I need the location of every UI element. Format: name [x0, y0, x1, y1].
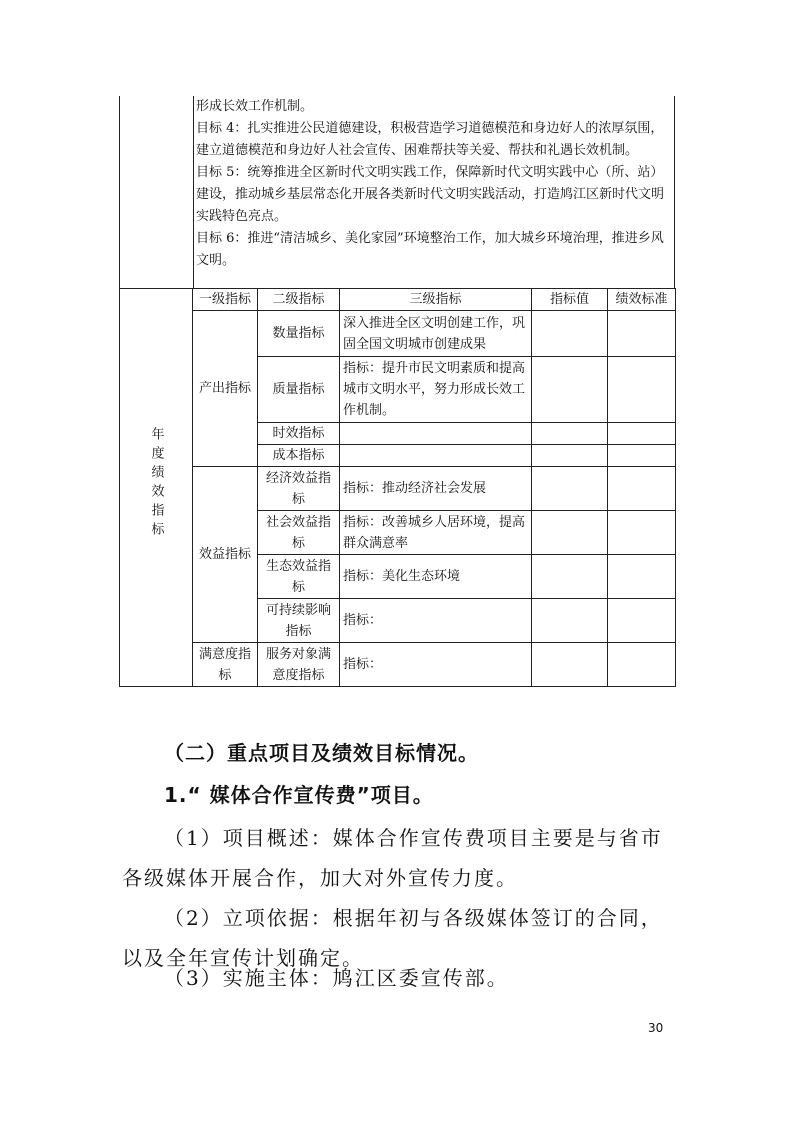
cost-indicator-label: 成本指标: [258, 445, 340, 467]
ecological-benefit-text: 指标：美化生态环境: [340, 555, 532, 599]
standard-cell: [608, 643, 676, 687]
value-cell: [532, 643, 608, 687]
table-row: [120, 643, 676, 687]
header-level2: 二级指标: [258, 289, 340, 311]
value-cell: [532, 467, 608, 511]
value-cell: [532, 311, 608, 357]
side-label-cell: [120, 289, 193, 687]
satisfaction-indicator-label: 满意度指标: [193, 643, 258, 687]
economic-benefit-text: 指标：推动经济社会发展: [340, 467, 532, 511]
sustainable-impact-text: 指标：: [340, 599, 532, 643]
performance-indicator-table: [119, 288, 676, 687]
quality-indicator-text: 指标：提升市民文明素质和提高城市文明水平，努力形成长效工作机制。: [340, 357, 532, 423]
table-row: [120, 467, 676, 511]
output-indicator-label: 产出指标: [193, 311, 258, 467]
sustainable-impact-label: 可持续影响指标: [258, 599, 340, 643]
quantity-indicator-label: 数量指标: [258, 311, 340, 357]
value-cell: [532, 423, 608, 445]
ecological-benefit-label: 生态效益指标: [258, 555, 340, 599]
project-overview-paragraph: [122, 818, 674, 898]
implementing-entity-text: （3）实施主体：鸠江区委宣传部。: [164, 966, 509, 990]
quality-indicator-label: 质量指标: [258, 357, 340, 423]
timeliness-indicator-text: [340, 423, 532, 445]
header-standard: 绩效标准: [608, 289, 676, 311]
standard-cell: [608, 423, 676, 445]
page-number: 30: [648, 1021, 664, 1035]
section-heading: （二）重点项目及绩效目标情况。: [164, 741, 479, 765]
economic-benefit-label: 经济效益指标: [258, 467, 340, 511]
goal-6: 目标 6：推进“清洁城乡、美化家园”环境整治工作，加大城乡环境治理，推进乡风文明。: [196, 231, 664, 268]
social-benefit-label: 社会效益指标: [258, 511, 340, 555]
timeliness-indicator-label: 时效指标: [258, 423, 340, 445]
quantity-indicator-text: 深入推进全区文明创建工作，巩固全国文明城市创建成果: [340, 311, 532, 357]
standard-cell: [608, 467, 676, 511]
value-cell: [532, 445, 608, 467]
service-satisfaction-label: 服务对象满意度指标: [258, 643, 340, 687]
standard-cell: [608, 311, 676, 357]
standard-cell: [608, 357, 676, 423]
value-cell: [532, 357, 608, 423]
table-header-row: [120, 289, 676, 311]
table-row: [120, 311, 676, 357]
annual-performance-label: 年度绩效指标: [148, 427, 164, 541]
service-satisfaction-text: 指标：: [340, 643, 532, 687]
project-heading: 1.“ 媒体合作宣传费”项目。: [164, 783, 434, 807]
goals-box-divider: [193, 96, 194, 288]
benefit-indicator-label: 效益指标: [193, 467, 258, 643]
standard-cell: [608, 445, 676, 467]
header-level1: 一级指标: [193, 289, 258, 311]
standard-cell: [608, 555, 676, 599]
value-cell: [532, 511, 608, 555]
header-level3: 三级指标: [340, 289, 532, 311]
goals-text: [196, 96, 672, 272]
standard-cell: [608, 599, 676, 643]
value-cell: [532, 555, 608, 599]
project-basis-text: （2）立项依据：根据年初与各级媒体签订的合同，以及全年宣传计划确定。: [122, 906, 663, 970]
goals-box: [119, 96, 675, 288]
project-overview-text: （1）项目概述：媒体合作宣传费项目主要是与省市各级媒体开展合作，加大对外宣传力度。: [122, 826, 663, 890]
goal-4: 目标 4：扎实推进公民道德建设，积极营造学习道德模范和身边好人的浓厚氛围，建立道德模范和身边好人社会宣传、困难帮扶等关爱、帮扶和礼遇长效机制。: [196, 121, 664, 158]
goal-line: 形成长效工作机制。: [196, 99, 314, 114]
goal-5: 目标 5：统筹推进全区新时代文明实践工作，保障新时代文明实践中心（所、站）建设，推动城乡基层常态化开展各类新时代文明实践活动，打造鸠江区新时代文明实践特色亮点。: [196, 165, 665, 224]
standard-cell: [608, 511, 676, 555]
value-cell: [532, 599, 608, 643]
social-benefit-text: 指标：改善城乡人居环境，提高群众满意率: [340, 511, 532, 555]
header-value: 指标值: [532, 289, 608, 311]
implementing-entity-paragraph: [122, 958, 674, 998]
cost-indicator-text: [340, 445, 532, 467]
